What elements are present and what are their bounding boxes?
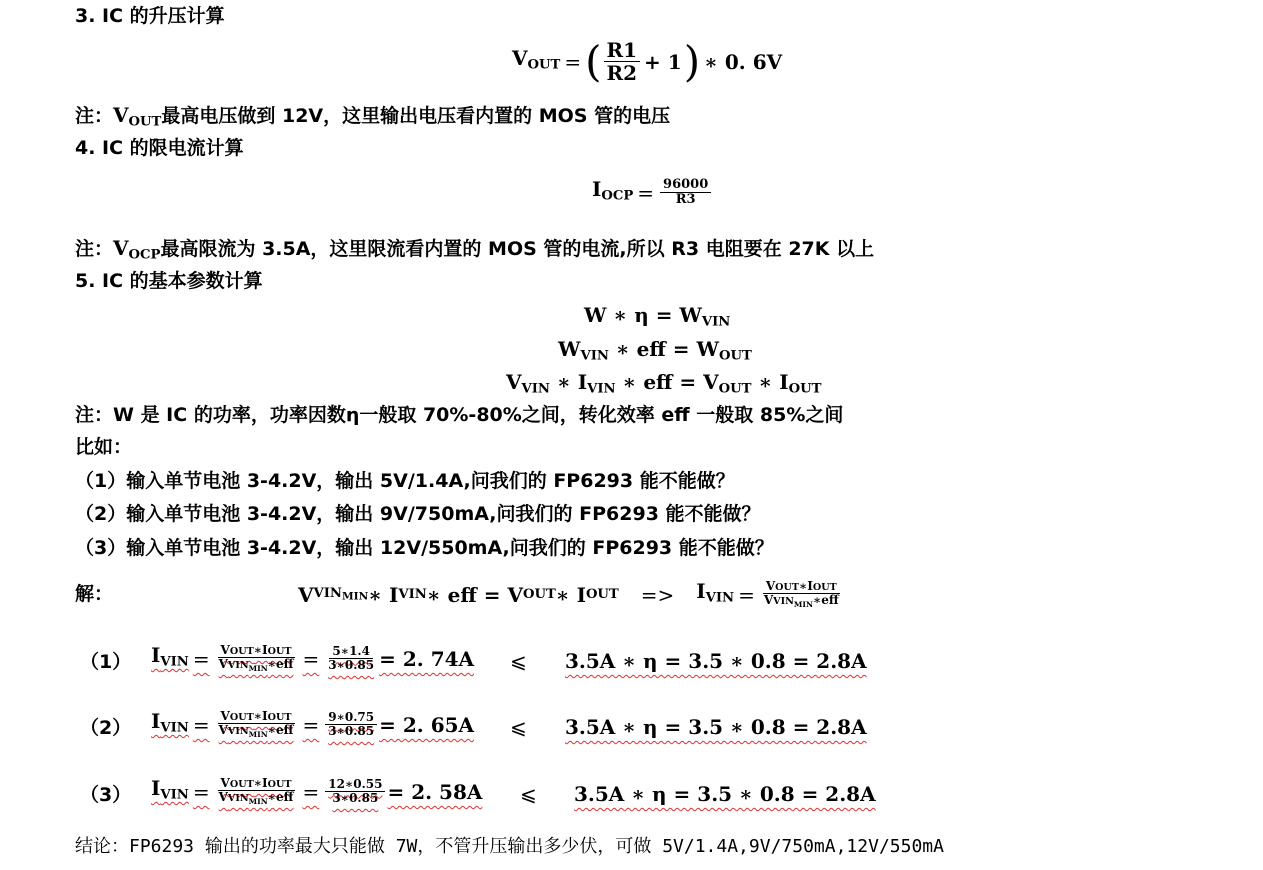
section3-note: 注：$V_{OUT}$最高电压做到 12V，这里输出电压看内置的 MOS 管的电压 bbox=[75, 103, 671, 130]
power-eq-3: $V_{VIN}$ ∗ $I_{VIN}$ ∗ eff = $V_{OUT}$ ∗ $I_{OUT}$ bbox=[506, 370, 822, 397]
example-item: （3）输入单节电池 3-4.2V，输出 12V/550mA,问我们的 FP6293 能不能做？ bbox=[75, 537, 774, 559]
row-index: （2） bbox=[80, 717, 132, 739]
example-item: （1）输入单节电池 3-4.2V，输出 5V/1.4A,问我们的 FP6293 能不能做？ bbox=[75, 470, 735, 492]
row-index: （1） bbox=[80, 651, 132, 673]
example-item: （2）输入单节电池 3-4.2V，输出 9V/750mA,问我们的 FP6293 能不能做？ bbox=[75, 503, 761, 525]
implies-arrow: => bbox=[640, 582, 675, 607]
vout-symbol: $V_{OUT}$ bbox=[512, 46, 561, 73]
general-fraction: $\frac{\text{VOUT∗IOUT}}{VVIN_{MIN}∗eff}$ bbox=[763, 579, 839, 610]
row-right-expression: 3.5A ∗ η = 3.5 ∗ 0.8 = 2.8A bbox=[574, 782, 876, 806]
r1-r2-fraction: $\frac{R1}{R2}$ bbox=[604, 40, 641, 84]
iocp-formula: $I_{OCP}$ = $\frac{96000}{R3}$ bbox=[592, 176, 713, 210]
solution-general-formula: V $VIN_{MIN}$ ∗ I VIN ∗ eff = V OUT ∗ I OUT => $I_{VIN}$ = $\frac{\text{VOUT∗IOUT}}{VVIN_{MIN}∗eff}$ bbox=[298, 578, 844, 612]
section5-note: 注：W 是 IC 的功率，功率因数η一般取 70%-80%之间，转化效率 eff 一般取 85%之间 bbox=[75, 404, 844, 426]
solution-row bbox=[80, 708, 1180, 748]
row-left-expression: $I_{VIN}$ = $\frac{\text{VOUT∗IOUT}}{VVIN_{MIN}∗eff}$ = $\frac{12∗0.55}{3∗0.85}$ = 2. 58A bbox=[151, 776, 483, 807]
vout-formula: $V_{OUT}$ = ( $\frac{R1}{R2}$ + 1 ) ∗ 0. 6V bbox=[512, 37, 783, 86]
leq-symbol: ⩽ bbox=[510, 649, 527, 673]
row-left-expression: $I_{VIN}$ = $\frac{\text{VOUT∗IOUT}}{VVIN_{MIN}∗eff}$ = $\frac{9∗0.75}{3∗0.85}$ = 2. 65A bbox=[151, 709, 475, 740]
iocp-fraction: $\frac{96000}{R3}$ bbox=[660, 178, 711, 207]
power-eq-2: $W_{VIN}$ ∗ eff = $W_{OUT}$ bbox=[558, 337, 752, 364]
iocp-symbol: $I_{OCP}$ bbox=[592, 177, 634, 204]
row-right-expression: 3.5A ∗ η = 3.5 ∗ 0.8 = 2.8A bbox=[565, 649, 867, 673]
row-index: （3） bbox=[80, 784, 132, 806]
section5-heading: 5. IC 的基本参数计算 bbox=[75, 270, 263, 292]
solution-row bbox=[80, 642, 1180, 682]
section4-heading: 4. IC 的限电流计算 bbox=[75, 137, 244, 159]
examples-intro: 比如： bbox=[75, 436, 133, 458]
conclusion: 结论：FP6293 输出的功率最大只能做 7W，不管升压输出多少伏，可做 5V/1.4A,9V/750mA,12V/550mA bbox=[75, 836, 944, 857]
row-left-expression: $I_{VIN}$ = $\frac{\text{VOUT∗IOUT}}{VVIN_{MIN}∗eff}$ = $\frac{5∗1.4}{3∗0.85}$ = 2. 74A bbox=[151, 643, 475, 674]
solution-row bbox=[80, 775, 1180, 815]
section3-heading: 3. IC 的升压计算 bbox=[75, 5, 225, 27]
power-eq-1: W ∗ $\eta = W_{VIN}$ bbox=[584, 303, 731, 330]
solution-label: 解： bbox=[75, 583, 114, 605]
row-right-expression: 3.5A ∗ η = 3.5 ∗ 0.8 = 2.8A bbox=[565, 715, 867, 739]
section4-note: 注：$V_{OCP}$最高限流为 3.5A，这里限流看内置的 MOS 管的电流,所以 R3 电阻要在 27K 以上 bbox=[75, 236, 875, 263]
leq-symbol: ⩽ bbox=[520, 782, 537, 806]
leq-symbol: ⩽ bbox=[510, 715, 527, 739]
